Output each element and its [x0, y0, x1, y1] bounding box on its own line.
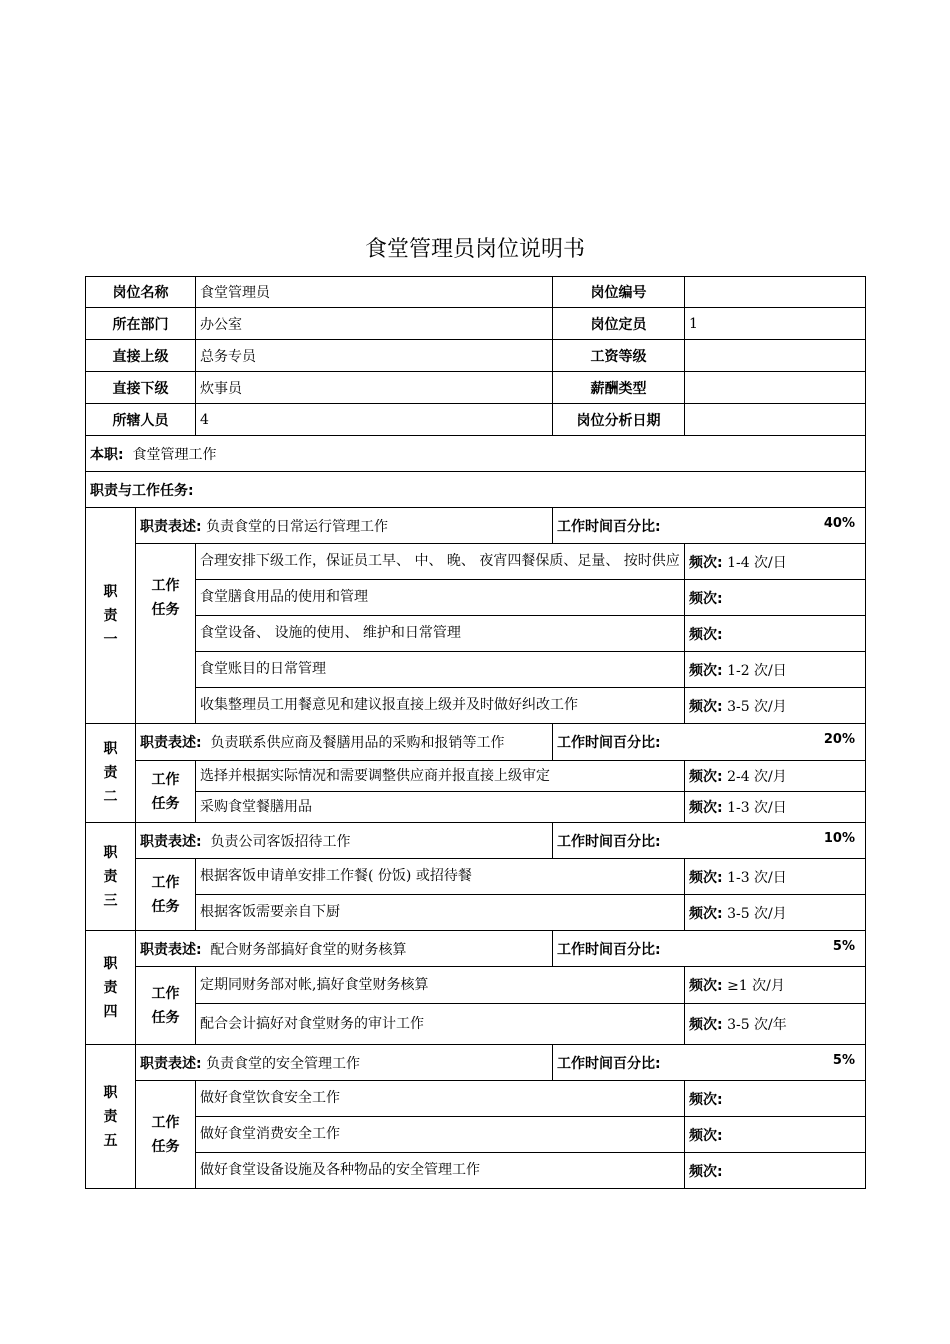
core-duty-value: 食堂管理工作	[132, 446, 217, 463]
pay-type-value	[685, 372, 866, 404]
duty-2-task: 选择并根据实际情况和需要调整供应商并报直接上级审定	[196, 761, 685, 792]
duty-5-tasks-label: 工作 任务	[136, 1081, 196, 1189]
duty-4-time-percent: 工作时间百分比: 5%	[553, 931, 866, 967]
salary-grade-value	[685, 340, 866, 372]
duty-3-time-percent: 工作时间百分比: 10%	[553, 823, 866, 859]
analysis-date-label: 岗位分析日期	[553, 404, 685, 436]
duty-3-statement: 职责表述: 负责公司客饭招待工作	[136, 823, 553, 859]
duty-3-task: 根据客饭申请单安排工作餐( 份饭) 或招待餐	[196, 859, 685, 895]
duty-2-time-percent: 工作时间百分比: 20%	[553, 724, 866, 761]
duty-5-time-percent: 工作时间百分比: 5%	[553, 1045, 866, 1081]
headcount-value: 1	[685, 308, 866, 340]
duty-2-task-freq: 频次: 2-4 次/月	[685, 761, 866, 792]
duty-4-task-freq: 频次: 3-5 次/年	[685, 1004, 866, 1045]
superior-label: 直接上级	[86, 340, 196, 372]
duty-1-task: 食堂账目的日常管理	[196, 652, 685, 688]
duty-1-task-freq: 频次:	[685, 580, 866, 616]
duty-5-task: 做好食堂设备设施及各种物品的安全管理工作	[196, 1153, 685, 1189]
duty-5-name: 职 责 五	[86, 1045, 136, 1189]
document-title: 食堂管理员岗位说明书	[364, 237, 585, 262]
duty-4-statement: 职责表述: 配合财务部搞好食堂的财务核算	[136, 931, 553, 967]
duty-1-task-freq: 频次: 1-2 次/日	[685, 652, 866, 688]
department-label: 所在部门	[86, 308, 196, 340]
job-description-table	[85, 276, 866, 1189]
superior-value: 总务专员	[196, 340, 553, 372]
duty-5-task: 做好食堂消费安全工作	[196, 1117, 685, 1153]
duty-1-task: 合理安排下级工作，保证员工早、 中、 晚、 夜宵四餐保质、足量、 按时供应	[196, 544, 685, 580]
duties-heading: 职责与工作任务:	[86, 472, 866, 508]
duty-3-tasks-label: 工作 任务	[136, 859, 196, 931]
duty-1-task-freq: 频次: 1-4 次/日	[685, 544, 866, 580]
subordinate-label: 直接下级	[86, 372, 196, 404]
duty-1-task: 收集整理员工用餐意见和建议报直接上级并及时做好纠改工作	[196, 688, 685, 724]
duty-5-task-freq: 频次:	[685, 1117, 866, 1153]
core-duty-label: 本职:	[90, 446, 124, 463]
duty-1-time-percent: 工作时间百分比: 40%	[553, 508, 866, 544]
duty-5-statement: 职责表述: 负责食堂的安全管理工作	[136, 1045, 553, 1081]
position-name-label: 岗位名称	[86, 277, 196, 308]
duty-4-task-freq: 频次: ≥1 次/月	[685, 967, 866, 1004]
position-no-value	[685, 277, 866, 308]
duty-2-statement: 职责表述: 负责联系供应商及餐膳用品的采购和报销等工作	[136, 724, 553, 761]
duty-3-name: 职 责 三	[86, 823, 136, 931]
duty-4-tasks-label: 工作 任务	[136, 967, 196, 1045]
duty-5-task-freq: 频次:	[685, 1153, 866, 1189]
department-value: 办公室	[196, 308, 553, 340]
staff-count-value: 4	[196, 404, 553, 436]
duty-1-tasks-label: 工作 任务	[136, 544, 196, 724]
duty-3-task-freq: 频次: 3-5 次/月	[685, 895, 866, 931]
duty-1-name: 职 责 一	[86, 508, 136, 724]
core-duty-row	[86, 436, 866, 472]
duty-2-task: 采购食堂餐膳用品	[196, 792, 685, 823]
duty-4-name: 职 责 四	[86, 931, 136, 1045]
duty-1-task-freq: 频次:	[685, 616, 866, 652]
pay-type-label: 薪酬类型	[553, 372, 685, 404]
headcount-label: 岗位定员	[553, 308, 685, 340]
analysis-date-value	[685, 404, 866, 436]
duty-5-task-freq: 频次:	[685, 1081, 866, 1117]
position-no-label: 岗位编号	[553, 277, 685, 308]
duty-4-task: 配合会计搞好对食堂财务的审计工作	[196, 1004, 685, 1045]
duty-2-tasks-label: 工作 任务	[136, 761, 196, 823]
duty-2-name: 职 责 二	[86, 724, 136, 823]
duty-1-task-freq: 频次: 3-5 次/月	[685, 688, 866, 724]
salary-grade-label: 工资等级	[553, 340, 685, 372]
duty-4-task: 定期同财务部对帐,搞好食堂财务核算	[196, 967, 685, 1004]
position-name-value: 食堂管理员	[196, 277, 553, 308]
subordinate-value: 炊事员	[196, 372, 553, 404]
duty-5-task: 做好食堂饮食安全工作	[196, 1081, 685, 1117]
duty-1-statement: 职责表述: 负责食堂的日常运行管理工作	[136, 508, 553, 544]
staff-count-label: 所辖人员	[86, 404, 196, 436]
duty-3-task: 根据客饭需要亲自下厨	[196, 895, 685, 931]
duty-2-task-freq: 频次: 1-3 次/日	[685, 792, 866, 823]
duty-1-task: 食堂设备、 设施的使用、 维护和日常管理	[196, 616, 685, 652]
duty-3-task-freq: 频次: 1-3 次/日	[685, 859, 866, 895]
duty-1-task: 食堂膳食用品的使用和管理	[196, 580, 685, 616]
